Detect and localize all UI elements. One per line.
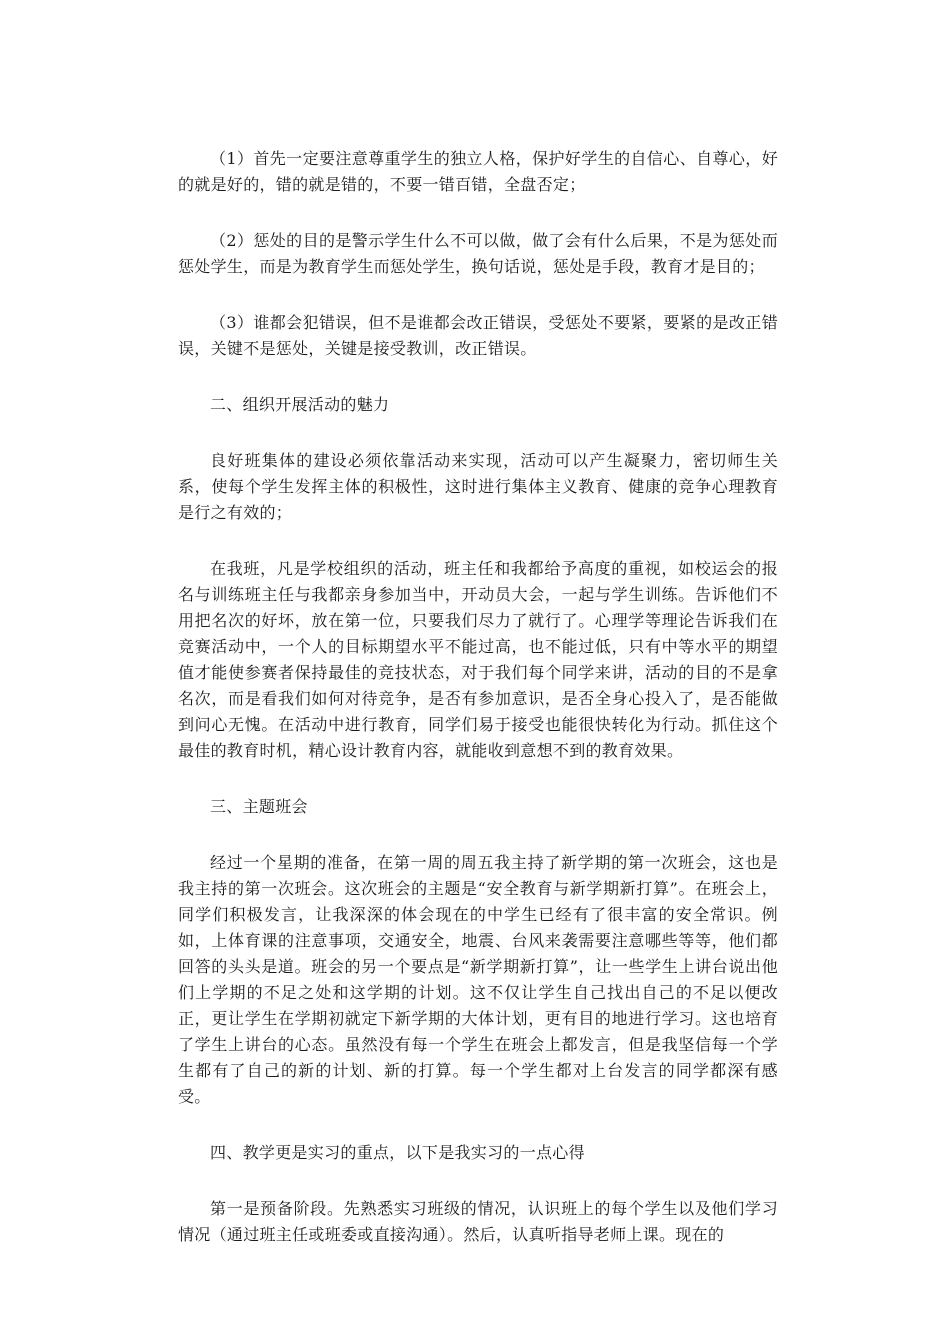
- paragraph-correct-mistakes: （3）谁都会犯错误，但不是谁都会改正错误，受惩处不要紧，要紧的是改正错误，关键不是惩处，关键是接受教训，改正错误。: [178, 313, 778, 358]
- paragraph-class-building: 良好班集体的建设必须依靠活动来实现，活动可以产生凝聚力，密切师生关系，使每个学生发挥主体的积极性，这时进行集体主义教育、健康的竞争心理教育是行之有效的；: [178, 451, 778, 522]
- paragraph-respect-dignity: （1）首先一定要注意尊重学生的独立人格，保护好学生的自信心、自尊心，好的就是好的，错的就是错的，不要一错百错，全盘否定；: [178, 149, 778, 194]
- section-heading-activities: 二、组织开展活动的魅力: [210, 395, 390, 414]
- document-page: [178, 146, 778, 1278]
- paragraph-school-activities: 在我班，凡是学校组织的活动，班主任和我都给予高度的重视，如校运会的报名与训练班主任与我都亲身参加当中，开动员大会，一起与学生训练。告诉他们不用把名次的好坏，放在第一位，只要我们尽力了就行了。心理学等理论告诉我们在竞赛活动中，一个人的目标期望水平不能过高，也不能过低，只有中等水平的期望值才能使参赛者保持最佳的竞技状态，对于我们每个同学来讲，活动的目的不是拿名次，而是看我们如何对待竞争，是否有参加意识，是否全身心投入了，是否能做到问心无愧。在活动中进行教育，同学们易于接受也能很快转化为行动。抓住这个最佳的教育时机，精心设计教育内容，就能收到意想不到的教育效果。: [178, 559, 778, 760]
- section-heading-teaching: 四、教学更是实习的重点，以下是我实习的一点心得: [210, 1143, 585, 1162]
- paragraph-first-class-meeting: 经过一个星期的准备，在第一周的周五我主持了新学期的第一次班会，这也是我主持的第一次班会。这次班会的主题是“安全教育与新学期新打算”。在班会上，同学们积极发言，让我深深的体会现在的中学生已经有了很丰富的安全常识。例如，上体育课的注意事项，交通安全，地震、台风来袭需要注意哪些等等，他们都回答的头头是道。班会的另一个要点是“新学期新打算”，让一些学生上讲台说出他们上学期的不足之处和这学期的计划。这不仅让学生自己找出自己的不足以便改正，更让学生在学期初就定下新学期的大体计划，更有目的地进行学习。这也培育了学生上讲台的心态。虽然没有每一个学生在班会上都发言，但是我坚信每一个学生都有了自己的新的计划、新的打算。每一个学生都对上台发言的同学都深有感受。: [178, 853, 778, 1106]
- section-heading-class-meeting: 三、主题班会: [210, 797, 308, 816]
- paragraph-punishment-purpose: （2）惩处的目的是警示学生什么不可以做，做了会有什么后果，不是为惩处而惩处学生，而是为教育学生而惩处学生，换句话说，惩处是手段，教育才是目的；: [178, 231, 778, 276]
- paragraph-preparation-stage: 第一是预备阶段。先熟悉实习班级的情况，认识班上的每个学生以及他们学习情况（通过班主任或班委或直接沟通）。然后，认真听指导老师上课。现在的: [178, 1199, 778, 1244]
